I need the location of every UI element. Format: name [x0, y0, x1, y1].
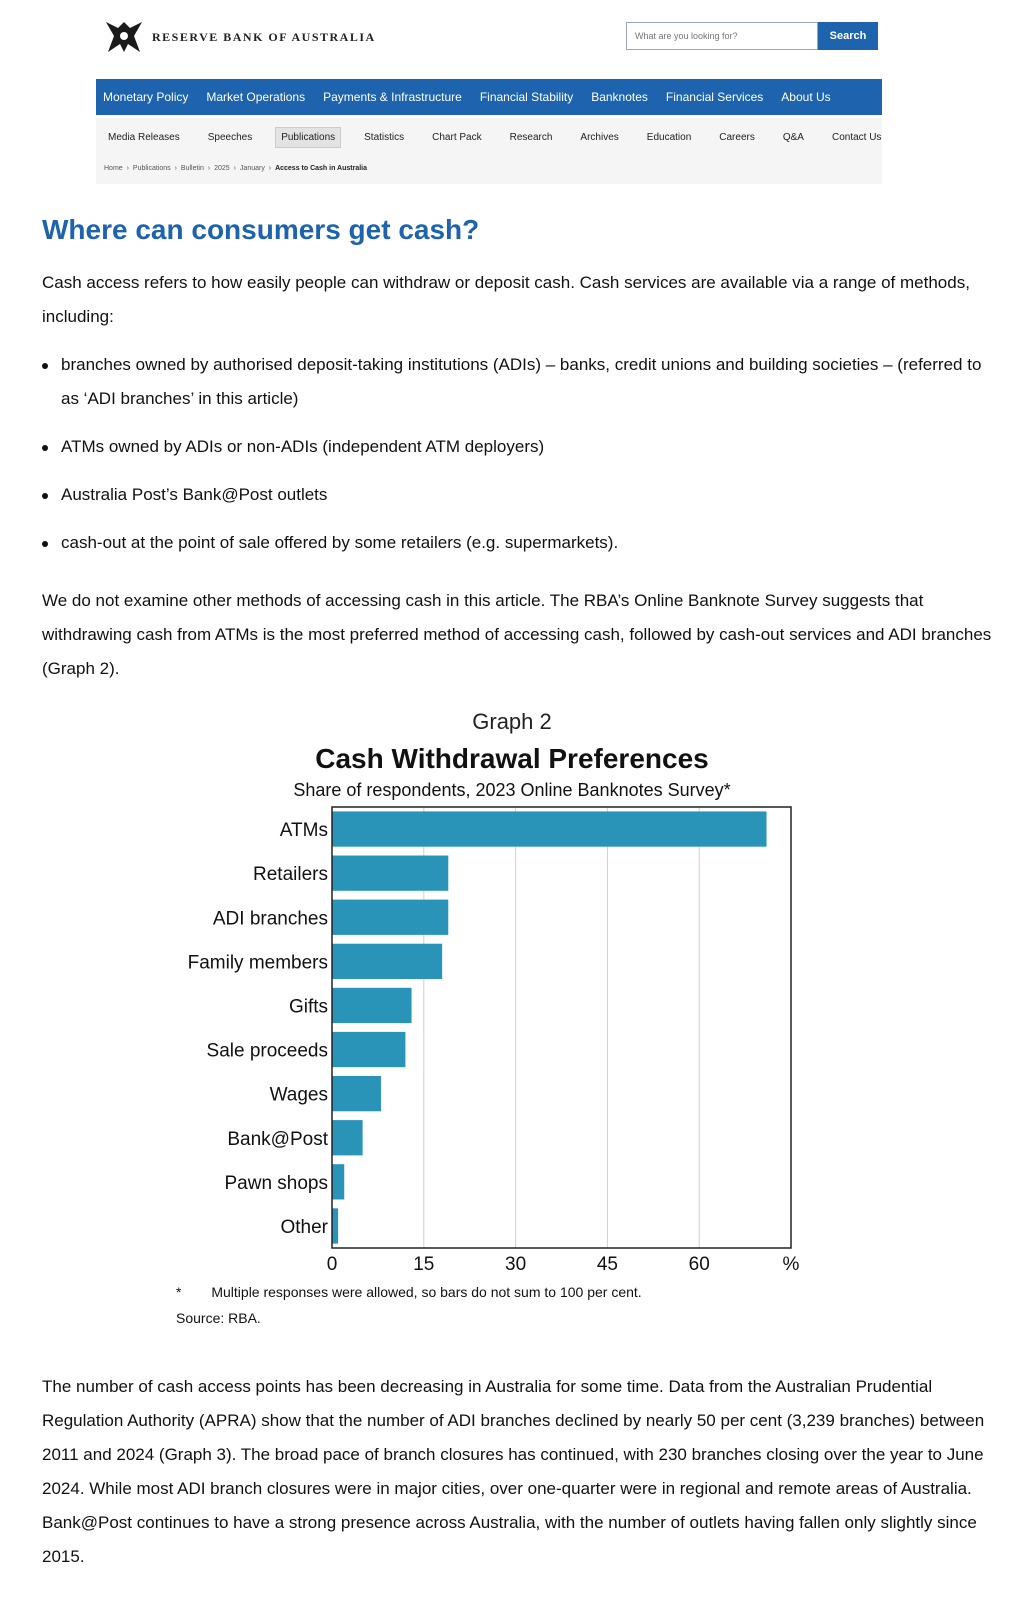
chart-footnote — [176, 1284, 642, 1300]
chart-tick-label: 60 — [688, 1254, 710, 1275]
nav-payments-infrastructure[interactable]: Payments & Infrastructure — [323, 90, 462, 104]
rba-crest-icon — [104, 18, 144, 56]
subnav-education[interactable]: Education — [646, 131, 692, 143]
subnav-careers[interactable]: Careers — [719, 131, 755, 143]
subnav-media-releases[interactable]: Media Releases — [108, 131, 180, 143]
nav-banknotes[interactable]: Banknotes — [591, 90, 648, 104]
chart-bar — [332, 1076, 381, 1111]
list-item: ATMs owned by ADIs or non-ADIs (independent ATM deployers) — [42, 430, 982, 464]
chart-category-label: Retailers — [253, 864, 328, 886]
subnav-speeches[interactable]: Speeches — [207, 131, 253, 143]
nav-financial-services[interactable]: Financial Services — [665, 90, 764, 104]
chart-tick-label: 15 — [413, 1254, 435, 1275]
nav-about-us[interactable]: About Us — [781, 90, 831, 104]
subnav-qa[interactable]: Q&A — [782, 131, 804, 143]
chart-tick-label: 30 — [505, 1254, 527, 1275]
rba-logo[interactable] — [104, 18, 376, 56]
breadcrumb-home[interactable]: Home — [104, 165, 123, 172]
chart-source: Source: RBA. — [176, 1310, 261, 1326]
chart-bar — [332, 944, 442, 979]
chart-bar — [332, 1032, 405, 1067]
cash-withdrawal-chart — [0, 800, 1024, 1280]
intro-paragraph: Cash access refers to how easily people can withdraw or deposit cash. Cash services are available via a range of methods, including: — [42, 273, 970, 326]
chart-subtitle: Share of respondents, 2023 Online Banknotes Survey* — [293, 780, 731, 800]
site-header — [96, 14, 882, 74]
chart-category-label: Wages — [269, 1084, 328, 1106]
search-input[interactable] — [626, 22, 818, 50]
chart-title: Cash Withdrawal Preferences — [315, 743, 709, 774]
breadcrumb-month[interactable]: January — [239, 165, 265, 172]
chart-bar — [332, 988, 412, 1023]
chart-unit-label: % — [782, 1254, 800, 1275]
nav-financial-stability[interactable]: Financial Stability — [479, 90, 574, 104]
subnav-publications[interactable]: Publications — [275, 127, 341, 148]
subnav-archives[interactable]: Archives — [580, 131, 619, 143]
sub-nav — [96, 118, 882, 156]
chart-category-label: ADI branches — [212, 908, 328, 930]
chart-category-label: Pawn shops — [224, 1172, 328, 1194]
breadcrumb: Home › Publications › Bulletin › 2025 › January › Access to Cash in Australia — [96, 156, 882, 184]
chart-bar — [332, 856, 448, 891]
chart-bar — [332, 1120, 363, 1155]
list-item: cash-out at the point of sale offered by some retailers (e.g. supermarkets). — [42, 526, 982, 560]
chart-bar — [332, 1164, 344, 1199]
breadcrumb-publications[interactable]: Publications — [132, 165, 171, 172]
chart-tick-label: 0 — [326, 1254, 338, 1275]
breadcrumb-bulletin[interactable]: Bulletin — [180, 165, 204, 172]
logo-text: RESERVE BANK OF AUSTRALIA — [152, 29, 376, 44]
footnote-text: Multiple responses were allowed, so bars do not sum to 100 per cent. — [211, 1284, 642, 1300]
list-item: Australia Post’s Bank@Post outlets — [42, 478, 982, 512]
chart-bar — [332, 900, 448, 935]
chart-category-label: ATMs — [279, 820, 328, 842]
chart-category-label: Sale proceeds — [206, 1040, 328, 1062]
breadcrumb-current: Access to Cash in Australia — [275, 165, 368, 172]
chart-tick-label: 45 — [596, 1254, 618, 1275]
footnote-mark: * — [176, 1284, 182, 1300]
subnav-statistics[interactable]: Statistics — [364, 131, 405, 143]
main-nav — [96, 79, 882, 115]
breadcrumb-year[interactable]: 2025 — [214, 165, 230, 172]
nav-market-operations[interactable]: Market Operations — [206, 90, 306, 104]
chart-category-label: Other — [280, 1216, 328, 1238]
section-heading: Where can consumers get cash? — [42, 214, 480, 245]
subnav-chart-pack[interactable]: Chart Pack — [432, 131, 482, 143]
chart-bar — [332, 1208, 338, 1243]
subnav-research[interactable]: Research — [509, 131, 553, 143]
access-points-paragraph: The number of cash access points has been decreasing in Australia for some time. Data from the Australian Prudential Regulation Authority (APRA) show that the number of ADI branches declined by nearly 50 per cent (3,239 branches) between 2011 and 2024 (Graph 3). The broad pace of branch closures has continued, with 230 branches closing over the year to June 2024. While most ADI branch closures were in major cities, over one-quarter were in regional and remote areas of Australia. Bank@Post continues to have a strong presence across Australia, with the number of outlets having fallen only slightly since 2015. — [42, 1377, 985, 1566]
list-item: branches owned by authorised deposit-taking institutions (ADIs) – banks, credit unions and building societies – (referred to as ‘ADI branches’ in this article) — [42, 348, 982, 416]
search-bar — [626, 22, 878, 50]
chart-category-label: Family members — [187, 952, 328, 974]
chart-category-label: Gifts — [288, 996, 328, 1018]
subnav-contact-us[interactable]: Contact Us — [831, 131, 882, 143]
cash-methods-list — [42, 348, 982, 574]
preferences-paragraph: We do not examine other methods of accessing cash in this article. The RBA’s Online Banknote Survey suggests that withdrawing cash from ATMs is the most preferred method of accessing cash, followed by cash-out services and ADI branches (Graph 2). — [42, 591, 992, 678]
graph-label: Graph 2 — [472, 709, 552, 734]
chart-category-label: Bank@Post — [227, 1128, 328, 1150]
nav-monetary-policy[interactable]: Monetary Policy — [103, 90, 189, 104]
chart-bar — [332, 811, 767, 846]
search-button[interactable]: Search — [818, 22, 878, 50]
